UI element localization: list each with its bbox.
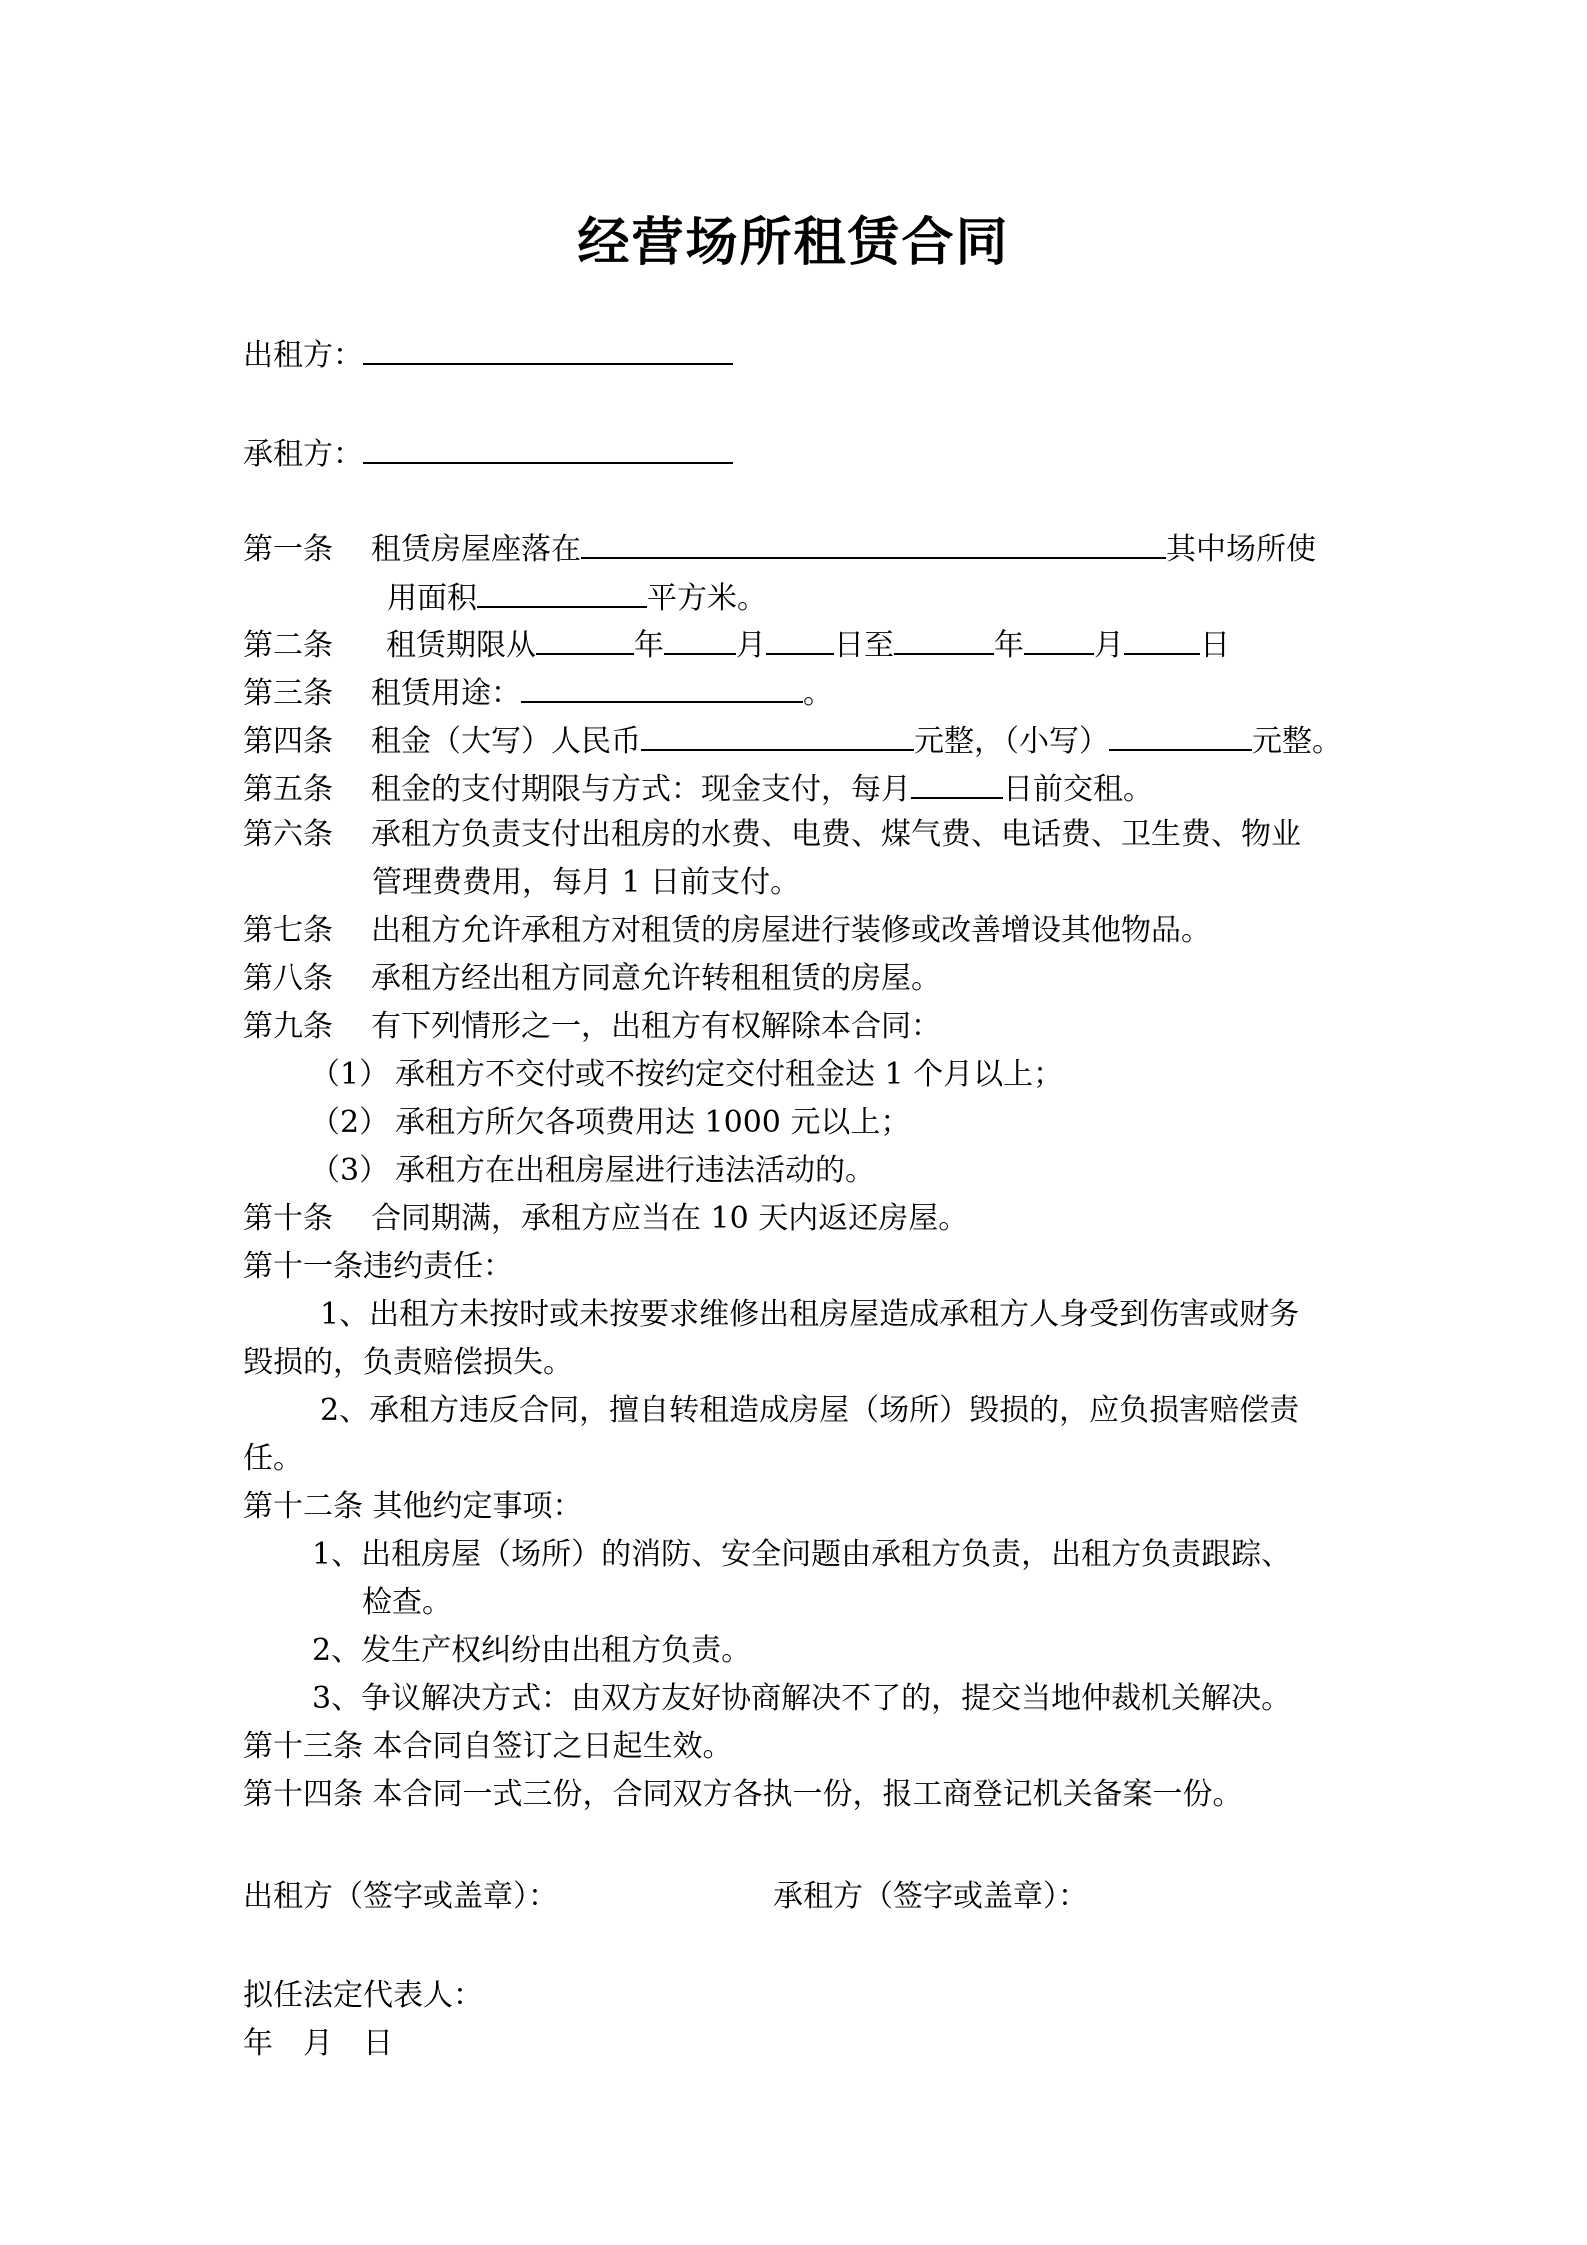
article-9 (243, 1007, 941, 1047)
article-9-item (310, 1151, 875, 1191)
article-text: 其中场所使 (1166, 532, 1316, 567)
article-13: 第十三条 本合同自签订之日起生效。 (243, 1729, 733, 1764)
day-to-label: 日至 (834, 628, 894, 663)
article-text: 元整。 (1252, 724, 1342, 759)
start-year-blank[interactable] (536, 623, 634, 655)
end-day-blank[interactable] (1124, 623, 1200, 655)
article-text: 租金的支付期限与方式：现金支付，每月 (371, 772, 911, 807)
article-text: 出租方允许承租方对租赁的房屋进行装修或改善增设其他物品。 (371, 913, 1211, 948)
end-year-blank[interactable] (894, 623, 994, 655)
use-blank[interactable] (521, 671, 803, 703)
article-11-para-1-cont: 毁损的，负责赔偿损失。 (243, 1345, 573, 1380)
article-12-item-2: 2、发生产权纠纷由出租方负责。 (312, 1633, 752, 1668)
item-number: （3） (310, 1153, 390, 1188)
article-7 (243, 911, 1211, 951)
start-day-blank[interactable] (766, 623, 834, 655)
article-text: 租赁期限从 (386, 628, 536, 663)
legal-representative-label: 拟任法定代表人： (243, 1978, 483, 2013)
rent-lowercase-blank[interactable] (1109, 719, 1252, 751)
article-11-para-2: 2、承租方违反合同，擅自转租造成房屋（场所）毁损的，应负损害赔偿责 (320, 1393, 1300, 1428)
article-text: 。 (803, 676, 833, 711)
article-4 (243, 719, 1342, 762)
lessee-blank[interactable] (363, 432, 733, 464)
item-text: 承租方不交付或不按约定交付租金达 1 个月以上； (395, 1057, 1064, 1092)
year-label: 年 (634, 628, 664, 663)
article-5 (243, 767, 1153, 810)
article-10 (243, 1199, 968, 1239)
article-9-item (310, 1103, 910, 1143)
article-number: 第五条 (243, 772, 333, 807)
year-label: 年 (994, 628, 1024, 663)
article-number: 第十条 (243, 1201, 333, 1236)
article-text: 日前交租。 (1003, 772, 1153, 807)
lessor-label: 出租方： (243, 338, 363, 373)
article-text: 用面积 (387, 581, 477, 616)
article-text: 承租方负责支付出租房的水费、电费、煤气费、电话费、卫生费、物业 (371, 817, 1301, 852)
article-text: 承租方经出租方同意允许转租租赁的房屋。 (371, 961, 941, 996)
article-number: 第二条 (243, 628, 333, 663)
article-6 (243, 815, 1301, 855)
article-number: 第一条 (243, 532, 333, 567)
article-1-cont (387, 576, 767, 619)
month-label: 月 (736, 628, 766, 663)
article-number: 第四条 (243, 724, 333, 759)
article-text: 有下列情形之一，出租方有权解除本合同： (371, 1009, 941, 1044)
article-text: 租赁用途： (371, 676, 521, 711)
article-number: 第七条 (243, 913, 333, 948)
start-month-blank[interactable] (664, 623, 736, 655)
rent-uppercase-blank[interactable] (641, 719, 914, 751)
item-text: 承租方在出租房屋进行违法活动的。 (395, 1153, 875, 1188)
article-text: 合同期满，承租方应当在 10 天内返还房屋。 (371, 1201, 969, 1236)
article-2 (243, 623, 1230, 666)
lessor-blank[interactable] (363, 333, 733, 365)
payment-day-blank[interactable] (911, 767, 1003, 799)
article-text: 租赁房屋座落在 (371, 532, 581, 567)
article-number: 第六条 (243, 817, 333, 852)
article-12-item-1-cont: 检查。 (362, 1585, 452, 1620)
article-11-para-2-cont: 任。 (243, 1441, 303, 1476)
article-1 (243, 527, 1316, 570)
article-11-para-1: 1、出租方未按时或未按要求维修出租房屋造成承租方人身受到伤害或财务 (320, 1297, 1300, 1332)
article-6-cont: 管理费费用，每月 1 日前支付。 (372, 865, 801, 900)
article-number: 第三条 (243, 676, 333, 711)
lessee-line (243, 432, 733, 475)
area-blank[interactable] (477, 576, 647, 608)
lessor-signature-label: 出租方（签字或盖章）： (243, 1879, 558, 1914)
article-9-item (310, 1055, 1063, 1095)
article-text: 元整，（小写） (914, 724, 1109, 759)
lessor-line (243, 333, 733, 376)
article-8 (243, 959, 941, 999)
item-number: （1） (310, 1057, 390, 1092)
document-title: 经营场所租赁合同 (577, 212, 1010, 273)
article-11-heading: 第十一条违约责任： (243, 1249, 513, 1284)
item-number: （2） (310, 1105, 390, 1140)
article-3 (243, 671, 833, 714)
day-label: 日 (1200, 628, 1230, 663)
article-text: 租金（大写）人民币 (371, 724, 641, 759)
article-12-item-1: 1、出租房屋（场所）的消防、安全问题由承租方负责，出租方负责跟踪、 (312, 1537, 1292, 1572)
article-text: 平方米。 (647, 581, 767, 616)
end-month-blank[interactable] (1024, 623, 1094, 655)
article-12-heading: 第十二条 其他约定事项： (243, 1489, 583, 1524)
article-14: 第十四条 本合同一式三份，合同双方各执一份，报工商登记机关备案一份。 (243, 1777, 1243, 1812)
month-label: 月 (1094, 628, 1124, 663)
lessee-label: 承租方： (243, 437, 363, 472)
location-blank[interactable] (581, 527, 1166, 559)
date-line: 年 月 日 (243, 2026, 393, 2061)
item-text: 承租方所欠各项费用达 1000 元以上； (395, 1105, 911, 1140)
lessee-signature-label: 承租方（签字或盖章）： (773, 1879, 1088, 1914)
article-number: 第八条 (243, 961, 333, 996)
article-number: 第九条 (243, 1009, 333, 1044)
article-12-item-3: 3、争议解决方式：由双方友好协商解决不了的，提交当地仲裁机关解决。 (312, 1681, 1292, 1716)
